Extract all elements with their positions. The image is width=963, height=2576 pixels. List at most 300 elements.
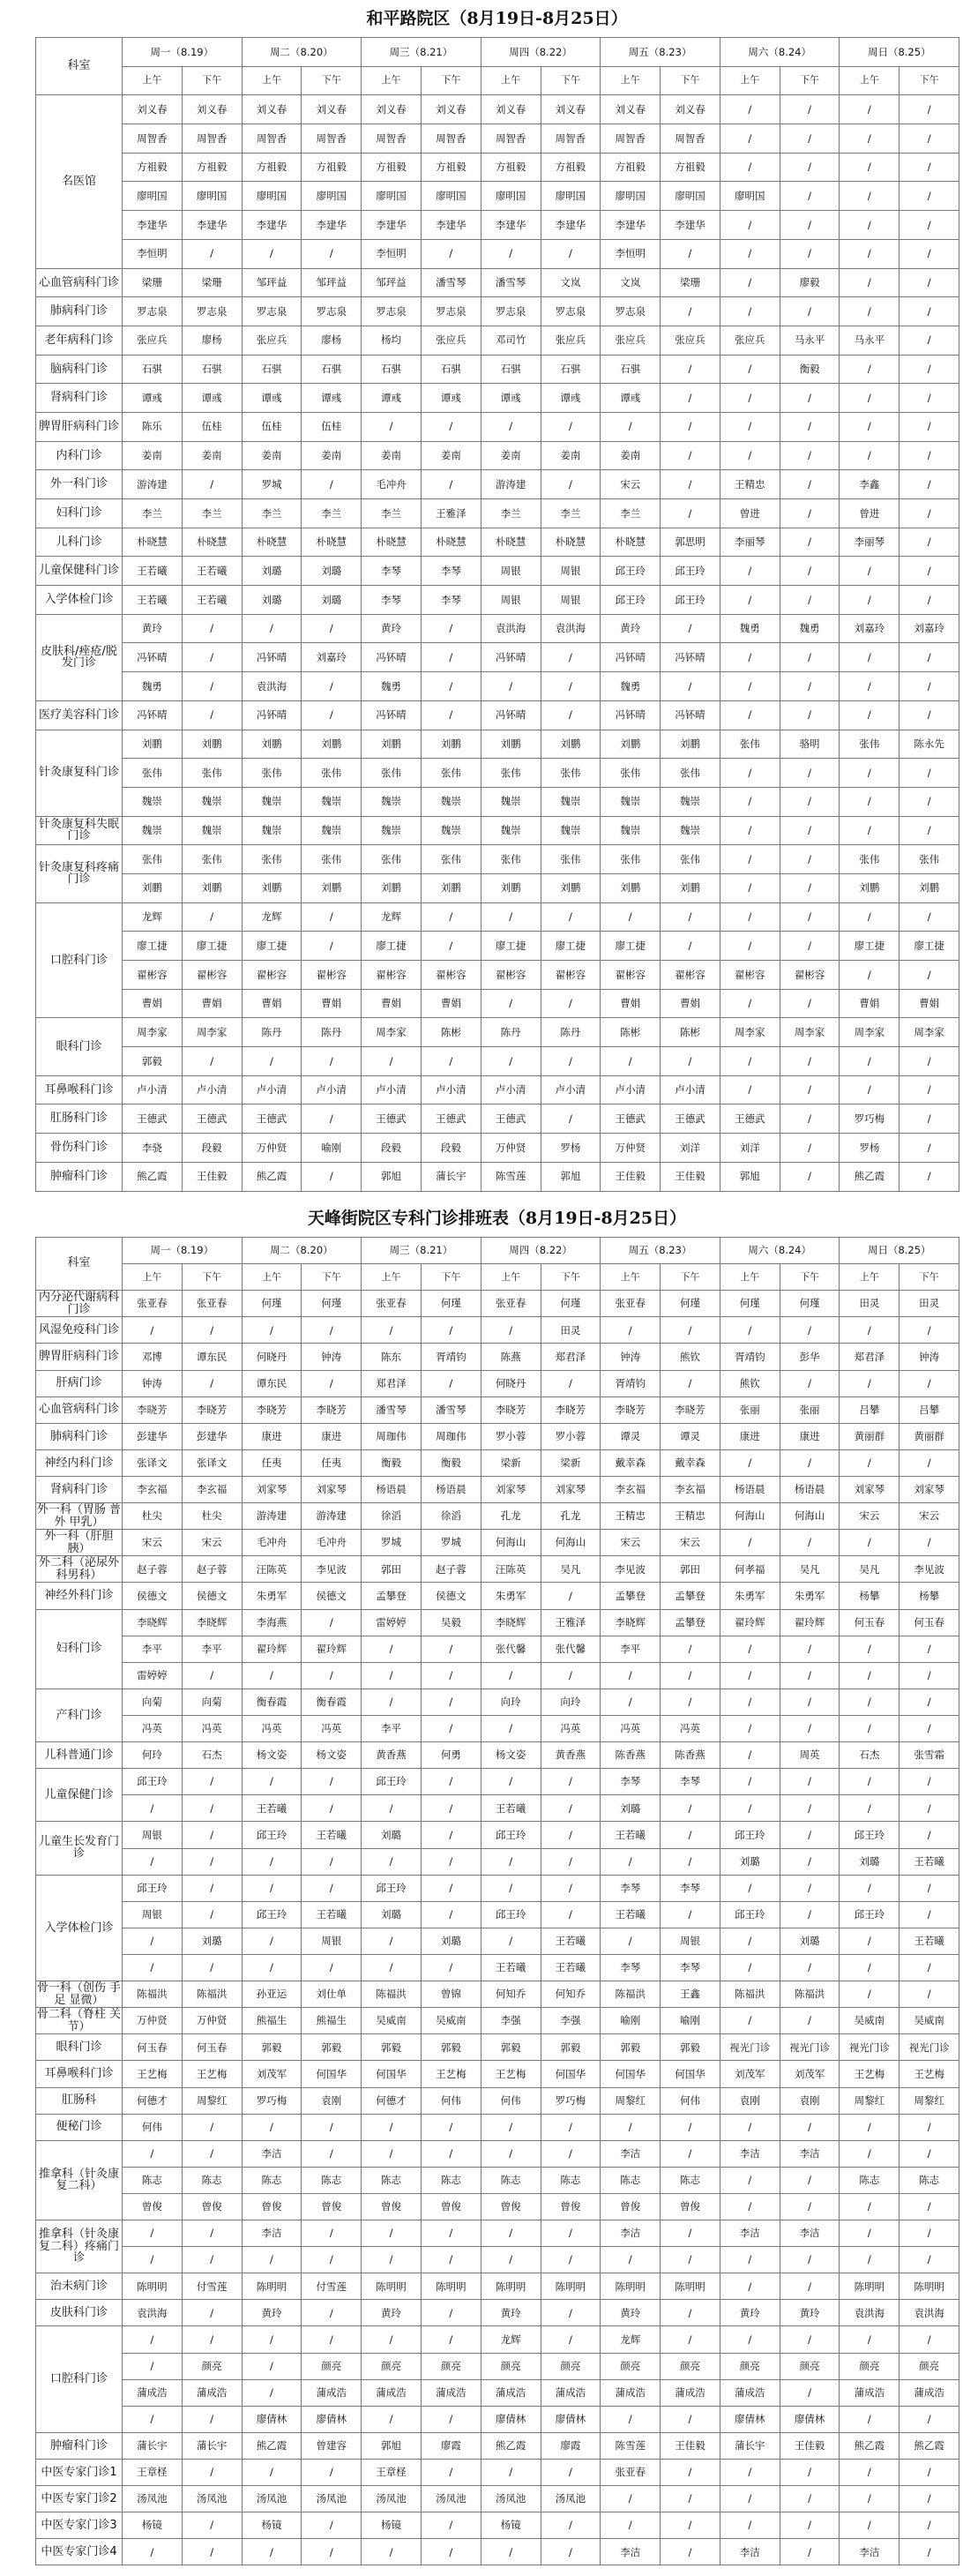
- doctor-cell: 陈明明: [661, 2273, 720, 2300]
- department-name: 儿科普通门诊: [36, 1742, 123, 1769]
- doctor-cell: 魏崇: [481, 816, 541, 845]
- doctor-cell: 王德武: [242, 1105, 302, 1134]
- doctor-cell: 刘鹏: [541, 730, 601, 759]
- doctor-cell: 蒲成浩: [601, 2379, 661, 2406]
- doctor-cell: 王若曦: [123, 586, 183, 615]
- doctor-cell: /: [182, 2460, 242, 2486]
- doctor-cell: 廖明国: [601, 182, 661, 211]
- doctor-cell: 陈燕: [481, 1344, 541, 1370]
- day-header: 周三（8.21）: [362, 38, 482, 67]
- doctor-cell: 魏崇: [601, 816, 661, 845]
- doctor-cell: 刘家琴: [900, 1476, 959, 1502]
- doctor-cell: /: [362, 1047, 422, 1076]
- doctor-cell: 钟涛: [302, 1344, 362, 1370]
- doctor-cell: 邱王玲: [481, 1901, 541, 1928]
- doctor-cell: /: [840, 643, 900, 672]
- doctor-cell: 何晓丹: [481, 1370, 541, 1397]
- doctor-cell: /: [302, 614, 362, 643]
- doctor-cell: /: [601, 1047, 661, 1076]
- doctor-cell: 李建华: [481, 211, 541, 240]
- doctor-cell: 石骐: [123, 355, 183, 384]
- doctor-cell: 魏崇: [362, 787, 422, 816]
- doctor-cell: 朴晓慧: [242, 528, 302, 557]
- doctor-cell: 周李家: [182, 1018, 242, 1047]
- doctor-cell: 李强: [481, 2008, 541, 2034]
- doctor-cell: /: [661, 2460, 720, 2486]
- doctor-cell: /: [182, 2220, 242, 2247]
- doctor-cell: 姜南: [601, 441, 661, 470]
- doctor-cell: 颜亮: [840, 2353, 900, 2379]
- doctor-cell: 陈香燕: [661, 1742, 720, 1769]
- doctor-cell: 石骐: [302, 355, 362, 384]
- department-name: 内科门诊: [36, 441, 123, 470]
- doctor-cell: 吴凡: [840, 1556, 900, 1583]
- doctor-cell: /: [421, 2220, 481, 2247]
- doctor-cell: /: [840, 1449, 900, 1476]
- doctor-cell: 李建华: [123, 211, 183, 240]
- schedule-row: [36, 1075, 959, 1105]
- doctor-cell: /: [481, 2539, 541, 2565]
- doctor-cell: 冯钚晴: [481, 643, 541, 672]
- doctor-cell: 刘鹏: [123, 873, 183, 902]
- doctor-cell: 邹玶益: [302, 268, 362, 297]
- doctor-cell: 冯钚晴: [362, 700, 422, 730]
- doctor-cell: 罗志泉: [541, 297, 601, 326]
- am-label: 上午: [481, 66, 541, 95]
- doctor-cell: 刘鹏: [481, 730, 541, 759]
- doctor-cell: /: [302, 2300, 362, 2326]
- doctor-cell: /: [780, 1449, 840, 1476]
- doctor-cell: /: [182, 1317, 242, 1344]
- doctor-cell: 邱王玲: [720, 1901, 780, 1928]
- doctor-cell: /: [780, 1636, 840, 1662]
- doctor-cell: 何瑾: [661, 1291, 720, 1317]
- doctor-cell: /: [720, 1449, 780, 1476]
- doctor-cell: /: [720, 2114, 780, 2140]
- doctor-cell: /: [720, 2167, 780, 2193]
- doctor-cell: /: [720, 586, 780, 615]
- doctor-cell: 李骁: [123, 1134, 183, 1163]
- doctor-cell: 郑君泽: [840, 1344, 900, 1370]
- doctor-cell: 李见波: [302, 1556, 362, 1583]
- doctor-cell: /: [900, 2512, 959, 2539]
- doctor-cell: 王艺梅: [900, 2061, 959, 2087]
- doctor-cell: 廖明国: [123, 182, 183, 211]
- doctor-cell: /: [182, 672, 242, 701]
- doctor-cell: /: [780, 1848, 840, 1875]
- doctor-cell: /: [601, 2512, 661, 2539]
- schedule-row: [36, 1530, 959, 1556]
- doctor-cell: 袁刚: [720, 2087, 780, 2114]
- doctor-cell: 王若曦: [541, 1928, 601, 1954]
- doctor-cell: 谭彧: [123, 384, 183, 413]
- doctor-cell: /: [780, 1162, 840, 1191]
- doctor-cell: 杜尖: [182, 1503, 242, 1530]
- doctor-cell: /: [840, 2486, 900, 2512]
- department-name: 儿童保健科门诊: [36, 557, 123, 586]
- schedule-row: [36, 1556, 959, 1583]
- doctor-cell: /: [900, 153, 959, 182]
- doctor-cell: 廖倩林: [302, 2406, 362, 2432]
- doctor-cell: 王若曦: [182, 586, 242, 615]
- doctor-cell: /: [182, 1795, 242, 1822]
- doctor-cell: /: [900, 1370, 959, 1397]
- day-header: 周五（8.23）: [601, 1238, 720, 1264]
- doctor-cell: 康进: [302, 1423, 362, 1449]
- doctor-cell: 向菊: [123, 1689, 183, 1715]
- doctor-cell: /: [242, 2460, 302, 2486]
- doctor-cell: 方祖毅: [362, 153, 422, 182]
- doctor-cell: 杨语晨: [362, 1476, 422, 1502]
- doctor-cell: 廖明国: [661, 182, 720, 211]
- doctor-cell: 朴晓慧: [123, 528, 183, 557]
- doctor-cell: /: [661, 1795, 720, 1822]
- doctor-cell: 周银: [302, 1928, 362, 1954]
- day-header: 周一（8.19）: [123, 38, 243, 67]
- doctor-cell: 李见波: [601, 1556, 661, 1583]
- doctor-cell: /: [541, 1105, 601, 1134]
- doctor-cell: 廖工捷: [123, 932, 183, 961]
- doctor-cell: 汤凤池: [302, 2486, 362, 2512]
- doctor-cell: 魏崇: [541, 816, 601, 845]
- doctor-cell: /: [661, 902, 720, 932]
- schedule-row: [36, 1609, 959, 1636]
- doctor-cell: 李平: [362, 1715, 422, 1741]
- schedule-row: [36, 586, 959, 615]
- doctor-cell: 任夷: [302, 1449, 362, 1476]
- doctor-cell: 廖明国: [242, 182, 302, 211]
- doctor-cell: 谭灵: [661, 1423, 720, 1449]
- doctor-cell: /: [541, 672, 601, 701]
- doctor-cell: 周李家: [840, 1018, 900, 1047]
- doctor-cell: 周智香: [421, 124, 481, 154]
- doctor-cell: 冯英: [541, 1715, 601, 1741]
- schedule-row: [36, 1317, 959, 1344]
- doctor-cell: /: [182, 1954, 242, 1981]
- doctor-cell: 廖工捷: [362, 932, 422, 961]
- doctor-cell: 袁刚: [780, 2087, 840, 2114]
- doctor-cell: /: [720, 989, 780, 1018]
- doctor-cell: /: [720, 902, 780, 932]
- doctor-cell: /: [182, 1769, 242, 1795]
- doctor-cell: /: [481, 2140, 541, 2167]
- doctor-cell: 谭彧: [302, 384, 362, 413]
- doctor-cell: /: [421, 1769, 481, 1795]
- doctor-cell: 李建华: [601, 211, 661, 240]
- doctor-cell: 方祖毅: [481, 153, 541, 182]
- doctor-cell: 刘璐: [242, 586, 302, 615]
- doctor-cell: 邹玶益: [362, 268, 422, 297]
- department-name: 骨一科（创伤 手足 显微）: [36, 1981, 122, 2007]
- doctor-cell: /: [302, 1848, 362, 1875]
- doctor-cell: /: [541, 1769, 601, 1795]
- doctor-cell: 卢小清: [601, 1075, 661, 1105]
- doctor-cell: 陈永先: [900, 730, 959, 759]
- doctor-cell: 曾俊: [182, 2193, 242, 2220]
- doctor-cell: 伍桂: [302, 412, 362, 441]
- doctor-cell: 郭毅: [123, 1047, 183, 1076]
- doctor-cell: /: [780, 211, 840, 240]
- doctor-cell: 张应兵: [123, 326, 183, 355]
- doctor-cell: 方祖毅: [182, 153, 242, 182]
- doctor-cell: 刘义春: [421, 95, 481, 124]
- doctor-cell: /: [840, 2193, 900, 2220]
- doctor-cell: /: [541, 2114, 601, 2140]
- doctor-cell: 曾俊: [601, 2193, 661, 2220]
- doctor-cell: 杨语晨: [421, 1476, 481, 1502]
- doctor-cell: 曾俊: [242, 2193, 302, 2220]
- doctor-cell: 李兰: [302, 499, 362, 528]
- schedule-row: [36, 499, 959, 528]
- doctor-cell: 周黎红: [900, 2087, 959, 2114]
- doctor-cell: /: [481, 1769, 541, 1795]
- doctor-cell: /: [362, 1317, 422, 1344]
- doctor-cell: /: [900, 1105, 959, 1134]
- doctor-cell: 陈丹: [302, 1018, 362, 1047]
- schedule-row: [36, 902, 959, 932]
- doctor-cell: /: [780, 2539, 840, 2565]
- doctor-cell: /: [720, 1317, 780, 1344]
- doctor-cell: 何伟: [123, 2114, 183, 2140]
- doctor-cell: /: [900, 326, 959, 355]
- doctor-cell: 刘鹏: [601, 730, 661, 759]
- doctor-cell: 熊乙霞: [900, 2432, 959, 2459]
- doctor-cell: /: [840, 1636, 900, 1662]
- doctor-cell: /: [661, 384, 720, 413]
- doctor-cell: 罗志泉: [242, 297, 302, 326]
- doctor-cell: 刘家琴: [541, 1476, 601, 1502]
- doctor-cell: 张伟: [481, 845, 541, 874]
- doctor-cell: /: [840, 2140, 900, 2167]
- doctor-cell: 张译文: [123, 1449, 183, 1476]
- doctor-cell: 姜南: [362, 441, 422, 470]
- doctor-cell: /: [780, 124, 840, 154]
- doctor-cell: 刘家琴: [242, 1476, 302, 1502]
- doctor-cell: 姜南: [302, 441, 362, 470]
- doctor-cell: 朱勇军: [780, 1583, 840, 1609]
- doctor-cell: 颜亮: [362, 2353, 422, 2379]
- doctor-cell: 廖毅: [780, 268, 840, 297]
- doctor-cell: /: [840, 2220, 900, 2247]
- schedule-row: [36, 961, 959, 990]
- doctor-cell: /: [541, 2326, 601, 2353]
- doctor-cell: 魏崇: [362, 816, 422, 845]
- doctor-cell: 谭彧: [182, 384, 242, 413]
- department-name: 儿童保健门诊: [36, 1769, 123, 1822]
- doctor-cell: /: [900, 470, 959, 499]
- doctor-cell: 万仲贤: [481, 1134, 541, 1163]
- doctor-cell: /: [720, 1742, 780, 1769]
- doctor-cell: /: [780, 239, 840, 268]
- doctor-cell: /: [661, 2486, 720, 2512]
- doctor-cell: /: [123, 1848, 183, 1875]
- doctor-cell: /: [421, 1875, 481, 1901]
- doctor-cell: /: [720, 211, 780, 240]
- doctor-cell: 朱勇军: [720, 1583, 780, 1609]
- doctor-cell: 蒲成浩: [720, 2379, 780, 2406]
- doctor-cell: /: [900, 1162, 959, 1191]
- doctor-cell: 李建华: [541, 211, 601, 240]
- department-name: 心血管病科门诊: [36, 268, 123, 297]
- doctor-cell: 翟玲辉: [242, 1636, 302, 1662]
- doctor-cell: /: [421, 1954, 481, 1981]
- doctor-cell: 刘义春: [242, 95, 302, 124]
- department-name: 心血管病科门诊: [36, 1397, 123, 1423]
- doctor-cell: /: [840, 2247, 900, 2273]
- doctor-cell: 卢小清: [302, 1075, 362, 1105]
- doctor-cell: 周智香: [601, 124, 661, 154]
- doctor-cell: 游涛建: [481, 470, 541, 499]
- doctor-cell: /: [720, 239, 780, 268]
- doctor-cell: 邱王玲: [242, 1822, 302, 1848]
- day-header: 周日（8.25）: [840, 1238, 959, 1264]
- doctor-cell: /: [421, 2114, 481, 2140]
- pm-label: 下午: [541, 1264, 601, 1291]
- dept-column-header: 科室: [36, 1238, 123, 1291]
- doctor-cell: /: [720, 1530, 780, 1556]
- doctor-cell: /: [720, 1928, 780, 1954]
- doctor-cell: 罗城: [242, 470, 302, 499]
- doctor-cell: /: [302, 1105, 362, 1134]
- department-name: 皮肤科/痤疮/脱发门诊: [36, 614, 123, 700]
- doctor-cell: 姜南: [242, 441, 302, 470]
- doctor-cell: 熊乙霞: [123, 1162, 183, 1191]
- section-title: 和平路院区（8月19日-8月25日）: [366, 9, 628, 28]
- doctor-cell: 曾锦: [421, 1981, 481, 2008]
- doctor-cell: 刘义春: [182, 95, 242, 124]
- ampm-header-row: [36, 1264, 959, 1291]
- doctor-cell: 刘鹏: [481, 873, 541, 902]
- doctor-cell: /: [720, 1689, 780, 1715]
- doctor-cell: 衡毅: [780, 355, 840, 384]
- doctor-cell: /: [601, 2114, 661, 2140]
- doctor-cell: 李兰: [481, 499, 541, 528]
- doctor-cell: 罗志泉: [362, 297, 422, 326]
- doctor-cell: 魏崇: [481, 787, 541, 816]
- doctor-cell: /: [302, 902, 362, 932]
- doctor-cell: 袁洪海: [840, 2300, 900, 2326]
- doctor-cell: 郭毅: [541, 2034, 601, 2061]
- doctor-cell: /: [661, 2300, 720, 2326]
- doctor-cell: 朴晓慧: [421, 528, 481, 557]
- doctor-cell: 周银: [481, 557, 541, 586]
- doctor-cell: 周珈伟: [362, 1423, 422, 1449]
- doctor-cell: /: [840, 384, 900, 413]
- doctor-cell: 王若曦: [481, 1954, 541, 1981]
- doctor-cell: 李平: [601, 1636, 661, 1662]
- doctor-cell: 廖明国: [362, 182, 422, 211]
- doctor-cell: 陈乐: [123, 412, 183, 441]
- doctor-cell: 汤凤池: [362, 2486, 422, 2512]
- doctor-cell: 宋云: [840, 1503, 900, 1530]
- doctor-cell: /: [780, 95, 840, 124]
- doctor-cell: /: [720, 816, 780, 845]
- doctor-cell: /: [123, 1795, 183, 1822]
- doctor-cell: 李晓辉: [123, 1609, 183, 1636]
- doctor-cell: /: [900, 2326, 959, 2353]
- doctor-cell: 刘鹏: [302, 730, 362, 759]
- doctor-cell: 颜亮: [601, 2353, 661, 2379]
- doctor-cell: 段毅: [421, 1134, 481, 1163]
- doctor-cell: /: [840, 1928, 900, 1954]
- doctor-cell: /: [302, 1609, 362, 1636]
- doctor-cell: 李洁: [840, 2539, 900, 2565]
- doctor-cell: 张译文: [182, 1449, 242, 1476]
- doctor-cell: 张亚春: [601, 2460, 661, 2486]
- doctor-cell: 蒲成浩: [123, 2379, 183, 2406]
- doctor-cell: /: [302, 1662, 362, 1689]
- doctor-cell: 陈志: [123, 2167, 183, 2193]
- doctor-cell: /: [182, 2114, 242, 2140]
- doctor-cell: 冯钚晴: [362, 643, 422, 672]
- doctor-cell: /: [242, 1317, 302, 1344]
- doctor-cell: 王若曦: [541, 1954, 601, 1981]
- schedule-row: [36, 1476, 959, 1502]
- doctor-cell: 杨镜: [242, 2512, 302, 2539]
- schedule-row: [36, 557, 959, 586]
- doctor-cell: 宋云: [900, 1503, 959, 1530]
- doctor-cell: 冯英: [661, 1715, 720, 1741]
- doctor-cell: 何瑾: [302, 1291, 362, 1317]
- doctor-cell: 魏崇: [541, 787, 601, 816]
- doctor-cell: 张伟: [421, 759, 481, 788]
- doctor-cell: /: [302, 672, 362, 701]
- doctor-cell: 杨镜: [123, 2512, 183, 2539]
- doctor-cell: 何德才: [123, 2087, 183, 2114]
- doctor-cell: /: [242, 2326, 302, 2353]
- doctor-cell: /: [123, 1928, 183, 1954]
- doctor-cell: 廖杨: [302, 326, 362, 355]
- doctor-cell: 张亚春: [182, 1291, 242, 1317]
- doctor-cell: /: [720, 2193, 780, 2220]
- doctor-cell: /: [661, 499, 720, 528]
- doctor-cell: /: [362, 1848, 422, 1875]
- doctor-cell: /: [541, 700, 601, 730]
- doctor-cell: 谭彧: [541, 384, 601, 413]
- doctor-cell: 刘璐: [601, 1795, 661, 1822]
- doctor-cell: 石骐: [481, 355, 541, 384]
- doctor-cell: 邱王玲: [123, 1875, 183, 1901]
- schedule-row: [36, 239, 959, 268]
- section-tianfeng: [35, 1200, 959, 2576]
- doctor-cell: /: [421, 2140, 481, 2167]
- doctor-cell: 汪陈英: [481, 1556, 541, 1583]
- doctor-cell: /: [900, 816, 959, 845]
- doctor-cell: 王鑫: [661, 1981, 720, 2008]
- doctor-cell: /: [123, 1954, 183, 1981]
- doctor-cell: 何海山: [780, 1503, 840, 1530]
- doctor-cell: /: [840, 902, 900, 932]
- doctor-cell: 冯钚晴: [242, 643, 302, 672]
- doctor-cell: 陈明明: [541, 2273, 601, 2300]
- doctor-cell: 王德武: [720, 1105, 780, 1134]
- department-name: 针灸康复科门诊: [36, 730, 123, 816]
- doctor-cell: 雷婷婷: [123, 1662, 183, 1689]
- doctor-cell: 李鑫: [840, 470, 900, 499]
- department-name: 眼科门诊: [36, 1018, 123, 1075]
- doctor-cell: /: [302, 2512, 362, 2539]
- day-header: 周三（8.21）: [362, 1238, 482, 1264]
- doctor-cell: /: [481, 1317, 541, 1344]
- doctor-cell: 刘璐: [182, 1928, 242, 1954]
- doctor-cell: /: [302, 1769, 362, 1795]
- doctor-cell: 谭东民: [182, 1344, 242, 1370]
- doctor-cell: /: [900, 412, 959, 441]
- doctor-cell: /: [123, 2220, 183, 2247]
- doctor-cell: 周李家: [720, 1018, 780, 1047]
- schedule-row: [36, 2379, 959, 2406]
- doctor-cell: 刘茂军: [780, 2061, 840, 2087]
